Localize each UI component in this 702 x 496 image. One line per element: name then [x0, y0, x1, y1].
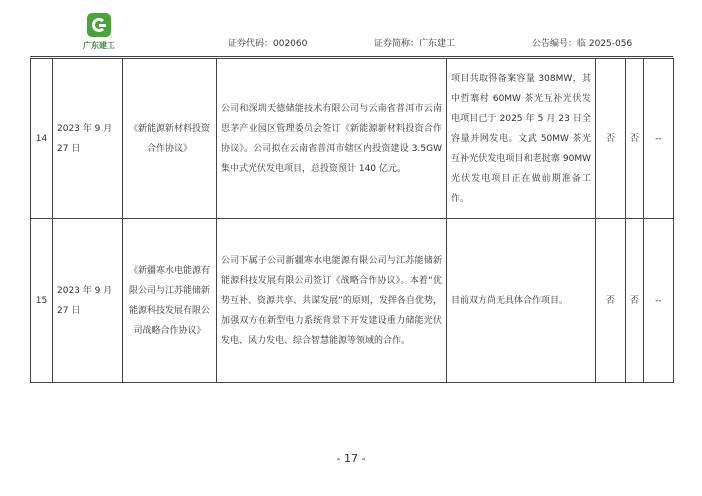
company-logo	[82, 13, 116, 53]
agreement-description: 公司和深圳天德储能技术有限公司与云南省普洱市云南思茅产业园区管理委员会签订《新能源新材料投资合作协议》。公司拟在云南省普洱市辖区内投资建设 3.5GW 集中式光伏发电项目，总投资预计 140 亿元。	[217, 59, 447, 219]
logo-text: 广东建工	[83, 41, 115, 50]
progress-status: 目前双方尚无具体合作项目。	[447, 219, 596, 383]
agreements-table	[30, 58, 674, 383]
flag-cell-1: 否	[596, 59, 626, 219]
signing-date: 2023 年 9 月 27 日	[53, 59, 123, 219]
agreement-description: 公司下属子公司新疆寒水电能源有限公司与江苏能储新能源科技发展有限公司签订《战略合作协议》。本着“优势互补、资源共享、共谋发展”的原则，发挥各自优势，加强双方在新型电力系统背景下开发建设重力储能光伏发电、风力发电、综合智慧能源等领域的合作。	[217, 219, 447, 383]
table-row	[31, 219, 674, 383]
row-number: 15	[31, 219, 53, 383]
announcement-number: 公告编号：临 2025-056	[532, 39, 633, 49]
row-number: 14	[31, 59, 53, 219]
header-divider	[30, 56, 673, 57]
stock-name: 证券简称：广东建工	[374, 39, 456, 49]
flag-cell-2: 否	[626, 59, 644, 219]
signing-date: 2023 年 9 月 27 日	[53, 219, 123, 383]
agreement-name: 《新能源新材料投资合作协议》	[123, 59, 217, 219]
table-row	[31, 59, 674, 219]
flag-cell-1: 否	[596, 219, 626, 383]
flag-cell-2: 否	[626, 219, 644, 383]
remark-cell: --	[644, 219, 674, 383]
remark-cell: --	[644, 59, 674, 219]
agreement-name: 《新疆寒水电能源有限公司与江苏能储新能源科技发展有限公司战略合作协议》	[123, 219, 217, 383]
page-number: - 17 -	[336, 452, 366, 465]
stock-code: 证券代码：002060	[228, 39, 308, 49]
progress-status: 项目共取得备案容量 308MW，其中哲寨村 60MW 茶光互补光伏发电项目已于 2025 年 5 月 23 日全容量并网发电。文武 50MW 茶光互补光伏发电项目和老挝寨 90MW 光伏发电项目正在做前期准备工作。	[447, 59, 596, 219]
logo-mark-icon	[87, 13, 111, 37]
page-header	[0, 0, 702, 58]
